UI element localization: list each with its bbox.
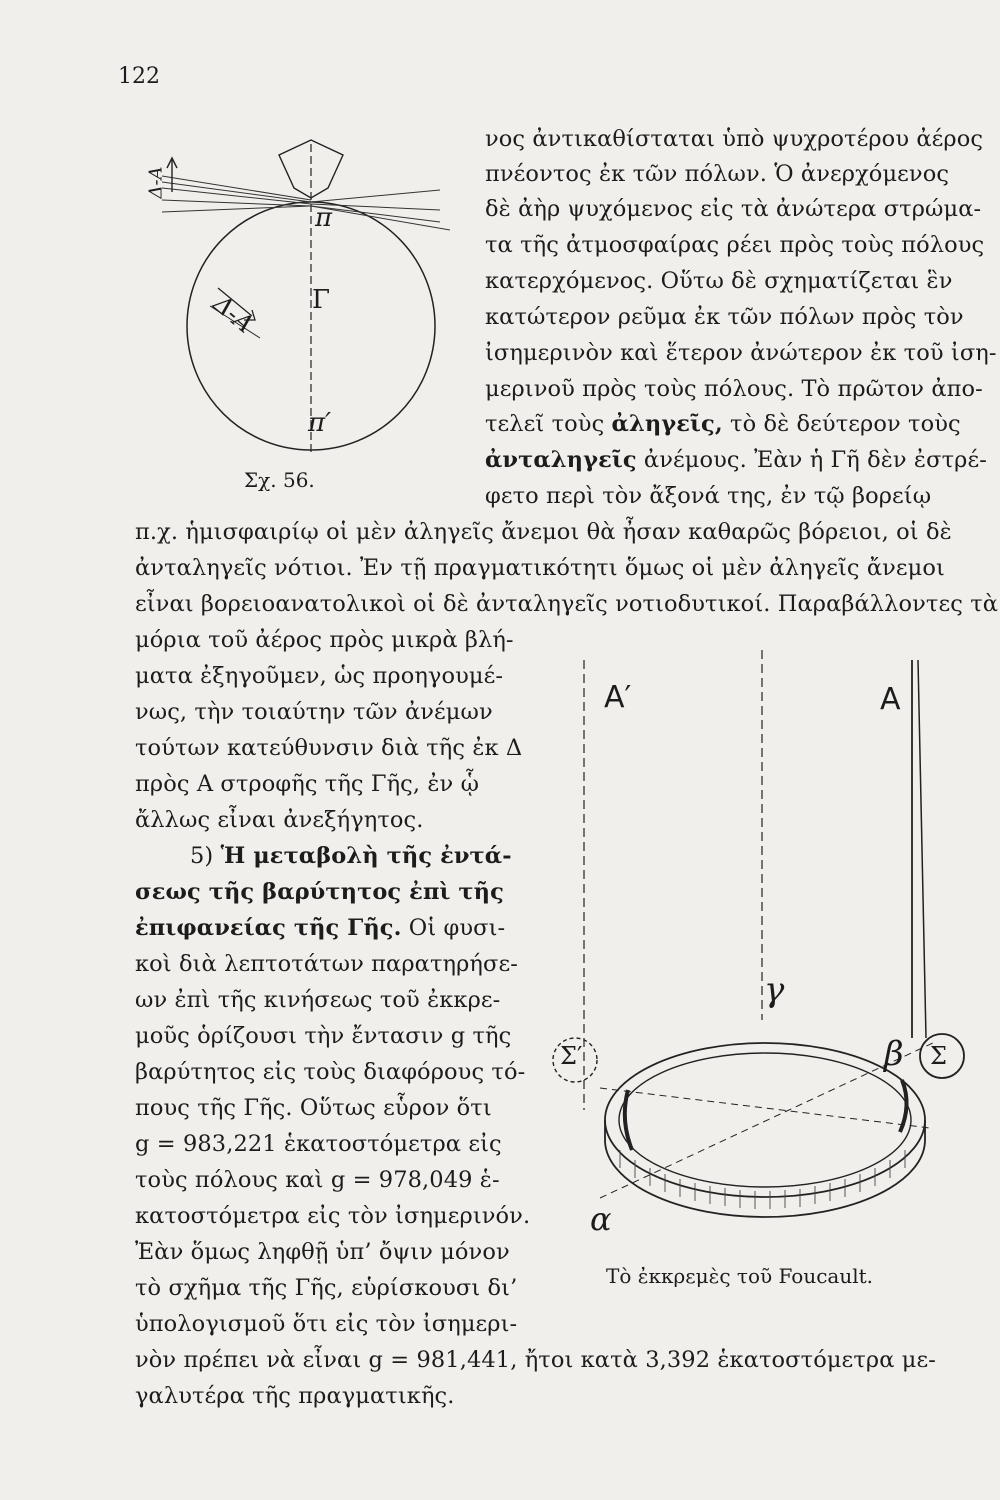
section-heading-line — [135, 881, 504, 904]
text-line: μοῦς ὁρίζουσι τὴν ἔντασιν g τῆς — [135, 1023, 512, 1049]
section-heading-end: ἐπιφανείας τῆς Γῆς. — [135, 915, 402, 941]
text-line: τούτων κατεύθυνσιν διὰ τῆς ἐκ Δ — [135, 735, 523, 761]
text-line: κατερχόμενος. Οὕτω δὲ σχηματίζεται ἓν — [485, 268, 953, 294]
text-fragment: Οἱ φυσι- — [408, 915, 506, 941]
text-line: φετο περὶ τὸν ἄξονά της, ἐν τῷ βορείῳ — [485, 483, 932, 509]
text-line: ματα ἐξηγοῦμεν, ὡς προηγουμέ- — [135, 663, 504, 689]
foucault-label-gamma: γ — [764, 970, 785, 1010]
text-fragment: ἀνέμους. Ἐὰν ἡ Γῆ δὲν ἐστρέ- — [643, 447, 987, 473]
text-line: ἰσημερινὸν καὶ ἕτερον ἀνώτερον ἐκ τοῦ ἰση- — [485, 340, 997, 366]
ring-outer-top — [605, 1043, 925, 1197]
text-line: g = 983,221 ἑκατοστόμετρα εἰς — [135, 1131, 502, 1157]
text-line: βαρύτητος εἰς τοὺς διαφόρους τό- — [135, 1059, 526, 1085]
foucault-label-beta: β — [884, 1034, 904, 1074]
text-line: εἶναι βορειοανατολικοὶ οἱ δὲ ἀνταληγεῖς νοτιοδυτικοί. Παραβάλλοντες τὰ — [135, 591, 999, 617]
text-line: τα τῆς ἀτμοσφαίρας ρέει πρὸς τοὺς πόλους — [485, 232, 985, 258]
text-line: κοὶ διὰ λεπτοτάτων παρατηρήσε- — [135, 951, 518, 977]
dashed-horizontal — [600, 1088, 930, 1128]
text-line: κατοστόμετρα εἰς τὸν ἰσημερινόν. — [135, 1203, 531, 1229]
text-line: μερινοῦ πρὸς τοὺς πόλους. Τὸ πρῶτον ἀπο- — [485, 376, 983, 402]
fig56-label-delta-alpha-mid: Δ-Α — [208, 289, 259, 339]
text-line: δὲ ἀὴρ ψυχόμενος εἰς τὰ ἀνώτερα στρώμα- — [485, 196, 982, 222]
foucault-label-sigma-prime: Σ′ — [560, 1042, 583, 1070]
fig56-label-gamma: Γ — [312, 285, 331, 315]
text-line: πους τῆς Γῆς. Οὕτως εὗρον ὅτι — [135, 1095, 492, 1121]
section-heading: Ἡ μεταβολὴ τῆς ἐντά- — [220, 843, 512, 869]
foucault-pendulum-diagram — [540, 650, 980, 1250]
pendulum-wire-2 — [918, 660, 926, 1038]
section-heading-cont: σεως τῆς βαρύτητος ἐπὶ τῆς — [135, 879, 504, 905]
text-line: τοὺς πόλους καὶ g = 978,049 ἑ- — [135, 1167, 500, 1193]
text-line — [485, 413, 961, 436]
text-line: νως, τὴν τοιαύτην τῶν ἀνέμων — [135, 699, 493, 725]
foucault-caption: Τὸ ἐκκρεμὲς τοῦ Foucault. — [606, 1264, 874, 1288]
text-line — [485, 449, 987, 472]
text-line: νος ἀντικαθίσταται ὑπὸ ψυχροτέρου ἀέρος — [485, 126, 984, 152]
foucault-label-a: Α — [880, 682, 901, 717]
section-number: 5) — [190, 843, 214, 869]
text-line: ἄλλως εἶναι ἀνεξήγητος. — [135, 807, 424, 833]
text-line: π.χ. ἡμισφαιρίῳ οἱ μὲν ἀληγεῖς ἄνεμοι θὰ ἦσαν καθαρῶς βόρειοι, οἱ δὲ — [135, 519, 952, 545]
text-line: μόρια τοῦ ἀέρος πρὸς μικρὰ βλή- — [135, 627, 514, 653]
text-line: Ἐὰν ὅμως ληφθῇ ὑπ’ ὄψιν μόνον — [135, 1239, 510, 1265]
text-fragment: τὸ δὲ δεύτερον τοὺς — [730, 411, 961, 437]
term-antaligeis: ἀνταληγεῖς — [485, 447, 637, 473]
term-aligeis: ἀληγεῖς, — [611, 411, 723, 437]
foucault-label-alpha: α — [590, 1200, 612, 1238]
page-number: 122 — [118, 64, 160, 89]
fig56-label-pi: π — [315, 203, 333, 233]
text-line: τὸ σχῆμα τῆς Γῆς, εὑρίσκουσι δι’ — [135, 1275, 518, 1301]
figure-56-caption: Σχ. 56. — [244, 468, 315, 492]
foucault-label-a-prime: Α′ — [604, 680, 632, 715]
text-line: γαλυτέρα τῆς πραγματικῆς. — [135, 1383, 455, 1409]
text-line — [135, 917, 505, 940]
text-line: ὑπολογισμοῦ ὅτι εἰς τὸν ἰσημερι- — [135, 1311, 518, 1337]
fig56-label-pi-prime: π′ — [308, 408, 331, 438]
text-line: πνέοντος ἐκ τῶν πόλων. Ὁ ἀνερχόμενος — [485, 161, 950, 187]
text-line: νὸν πρέπει νὰ εἶναι g = 981,441, ἤτοι κατὰ 3,392 ἑκατοστόμετρα με- — [135, 1347, 936, 1373]
text-line: ἀνταληγεῖς νότιοι. Ἐν τῇ πραγματικότητι ὅμως οἱ μὲν ἀληγεῖς ἄνεμοι — [135, 555, 945, 581]
foucault-label-sigma: Σ — [930, 1042, 947, 1070]
text-line: ων ἐπὶ τῆς κινήσεως τοῦ ἐκκρε- — [135, 987, 501, 1013]
fig56-label-delta-alpha-top: Δ-Α — [145, 166, 167, 199]
text-line: κατώτερον ρεῦμα ἐκ τῶν πόλων πρὸς τὸν — [485, 304, 964, 330]
text-line: πρὸς Α στροφῆς τῆς Γῆς, ἐν ᾧ — [135, 771, 480, 797]
ring-outer-side — [605, 1120, 925, 1217]
text-fragment: τελεῖ τοὺς — [485, 411, 605, 437]
section-heading-line — [190, 845, 512, 868]
